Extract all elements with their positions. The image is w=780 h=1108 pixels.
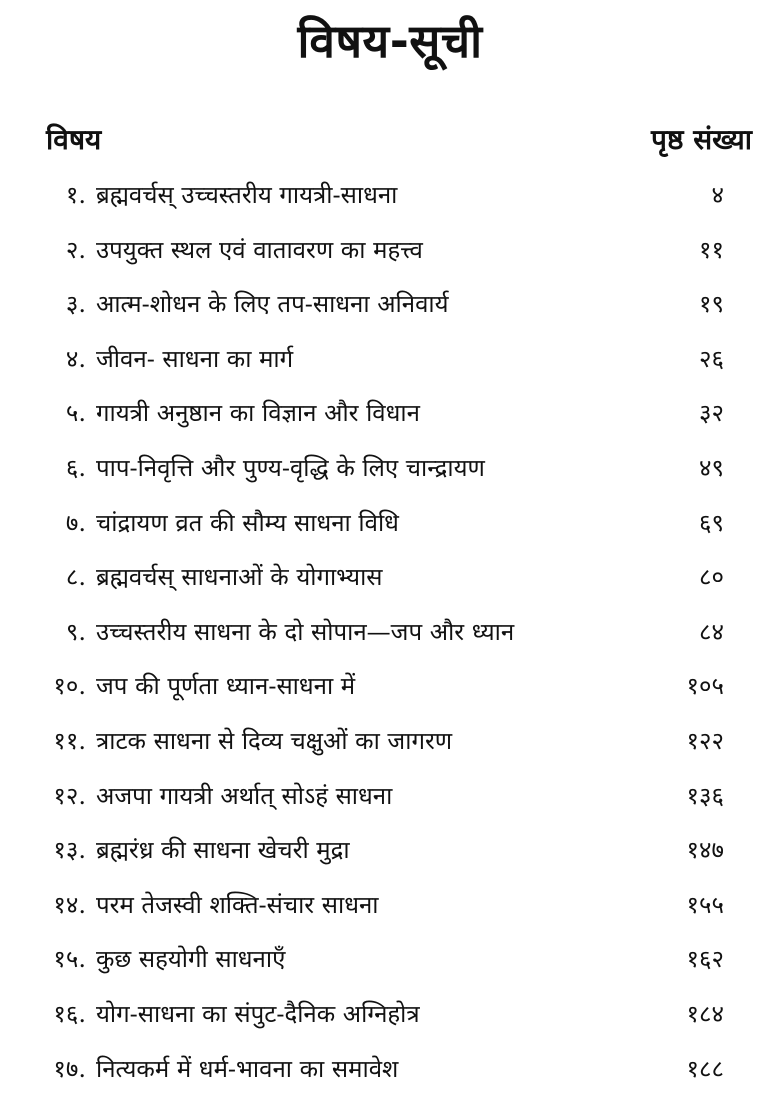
toc-entry (0, 880, 780, 935)
entry-page-number: १६२ (686, 945, 724, 974)
entry-number: १३. (53, 836, 86, 865)
entry-number: ४. (65, 344, 86, 373)
entry-number: ९. (65, 617, 86, 646)
entry-title: जीवन- साधना का मार्ग (96, 344, 294, 373)
entry-title: गायत्री अनुष्ठान का विज्ञान और विधान (96, 399, 420, 428)
toc-entry (0, 334, 780, 389)
toc-entry (0, 498, 780, 553)
subject-column-header: विषय (46, 123, 102, 156)
entry-title: पाप-निवृत्ति और पुण्य-वृद्धि के लिए चान्द्रायण (96, 453, 485, 482)
entry-page-number: ३२ (699, 399, 724, 428)
page-title: विषय-सूची (297, 14, 483, 68)
entry-page-number: १२२ (686, 726, 724, 755)
toc-header (46, 118, 752, 162)
toc-entry (0, 552, 780, 607)
entry-title: त्राटक साधना से दिव्य चक्षुओं का जागरण (96, 726, 453, 755)
entry-number: १०. (53, 672, 86, 701)
entry-title: चांद्रायण व्रत की सौम्य साधना विधि (96, 508, 399, 537)
entry-page-number: १३६ (686, 781, 724, 810)
toc-entry (0, 170, 780, 225)
entry-number: ३. (65, 290, 86, 319)
toc-entry (0, 716, 780, 771)
entry-page-number: ४९ (699, 453, 724, 482)
toc-entry (0, 989, 780, 1044)
entry-page-number: १८४ (686, 999, 724, 1028)
entry-number: ७. (65, 508, 86, 537)
toc-entry (0, 825, 780, 880)
entry-page-number: ११ (699, 235, 724, 264)
entry-number: ५. (65, 399, 86, 428)
page-number-column-header: पृष्ठ संख्या (651, 123, 752, 156)
toc-entry (0, 279, 780, 334)
entry-title: आत्म-शोधन के लिए तप-साधना अनिवार्य (96, 290, 449, 319)
entry-page-number: १९ (699, 290, 724, 319)
entry-title: कुछ सहयोगी साधनाएँ (96, 945, 286, 974)
toc-entry (0, 934, 780, 989)
toc-entry (0, 661, 780, 716)
entry-number: १२. (53, 781, 86, 810)
entry-number: १५. (53, 945, 86, 974)
toc-entry (0, 1044, 780, 1099)
entry-page-number: १०५ (686, 672, 724, 701)
entry-number: १६. (53, 999, 86, 1028)
entry-page-number: १४७ (686, 836, 724, 865)
entry-number: ६. (65, 453, 86, 482)
entry-title: उपयुक्त स्थल एवं वातावरण का महत्त्व (96, 235, 423, 264)
entry-title: उच्चस्तरीय साधना के दो सोपान—जप और ध्यान (96, 617, 515, 646)
entry-title: ब्रह्मवर्चस् साधनाओं के योगाभ्यास (96, 563, 383, 592)
entry-number: १. (65, 181, 86, 209)
entry-number: ११. (53, 726, 86, 755)
entry-number: १४. (53, 890, 86, 919)
entry-page-number: ६९ (699, 508, 724, 537)
entry-page-number: ४ (711, 181, 724, 209)
entry-title: जप की पूर्णता ध्यान-साधना में (96, 672, 356, 701)
entry-title: नित्यकर्म में धर्म-भावना का समावेश (96, 1054, 399, 1083)
toc-entry (0, 443, 780, 498)
entry-number: २. (65, 235, 86, 264)
entry-page-number: १५५ (686, 890, 724, 919)
toc-entry (0, 225, 780, 280)
entry-page-number: २६ (699, 344, 724, 373)
toc-entry (0, 607, 780, 662)
entry-title: अजपा गायत्री अर्थात् सोऽहं साधना (96, 781, 393, 810)
entry-number: ८. (65, 563, 86, 592)
toc-entry (0, 771, 780, 826)
entry-page-number: ८० (699, 563, 724, 592)
toc-entry (0, 388, 780, 443)
entry-title: ब्रह्मरंध्र की साधना खेचरी मुद्रा (96, 836, 350, 865)
toc-list (0, 170, 780, 1098)
entry-number: १७. (53, 1054, 86, 1083)
entry-page-number: ८४ (699, 617, 724, 646)
entry-title: परम तेजस्वी शक्ति-संचार साधना (96, 890, 379, 919)
entry-page-number: १८८ (686, 1054, 724, 1083)
entry-title: योग-साधना का संपुट-दैनिक अग्निहोत्र (96, 999, 420, 1028)
entry-title: ब्रह्मवर्चस् उच्चस्तरीय गायत्री-साधना (96, 181, 398, 209)
